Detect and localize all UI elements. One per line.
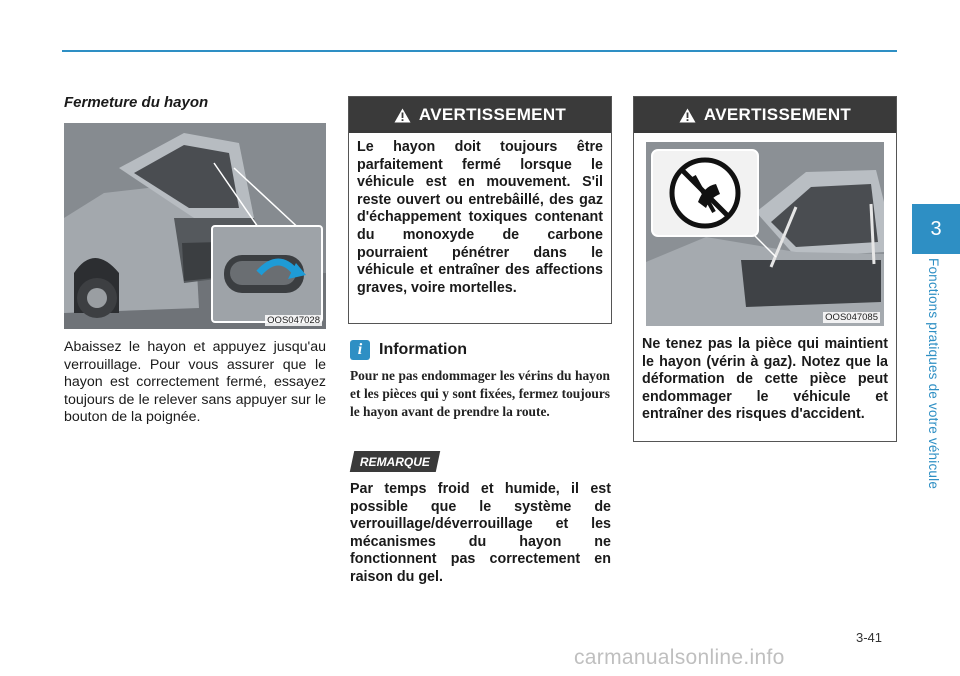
warning-text: Ne tenez pas la pièce qui maintient le hayon (vérin à gaz). Notez que la déformation de cette pièce peut endommager le véhicule et entraîner des risques d'accident. xyxy=(642,336,888,423)
warning-header xyxy=(349,97,611,133)
warning-triangle-icon xyxy=(394,108,411,123)
tailgate-closing-illustration xyxy=(64,123,326,329)
figure-code: OOS047085 xyxy=(825,312,878,323)
warning-box-gas-strut xyxy=(633,96,897,442)
page-number: 3-41 xyxy=(856,630,883,645)
tailgate-car-drawing xyxy=(64,123,326,329)
warning-heading: AVERTISSEMENT xyxy=(418,105,567,124)
chapter-title: Fonctions pratiques de votre véhicule xyxy=(926,258,941,490)
gas-strut-car-drawing xyxy=(646,142,884,326)
gas-strut-illustration xyxy=(646,142,884,326)
info-icon: i xyxy=(350,340,370,360)
information-header xyxy=(350,340,467,360)
warning-triangle-icon xyxy=(679,108,696,123)
remark-text: Par temps froid et humide, il est possible que le système de verrouillage/déverrouillage et les mécanismes du hayon ne fonctionnent pas correctement en raison du gel. xyxy=(350,481,611,585)
warning-box-exhaust xyxy=(348,96,612,324)
header-rule xyxy=(62,50,897,52)
warning-text: Le hayon doit toujours être parfaitement fermé lorsque le véhicule est en mouvement. S'il reste ouvert ou entrebâillé, des gaz d'échappement toxiques contenant du monoxyde de carbone pourraient pénétrer dans le véhicule et entraîner des affections graves, voire mortelles. xyxy=(357,139,603,296)
chapter-number-tab: 3 xyxy=(912,204,960,254)
closing-instructions: Abaissez le hayon et appuyez jusqu'au verrouillage. Pour vous assurer que le hayon est correctement fermé, essayez toujours de le relever sans appuyer sur le bouton de la poignée. xyxy=(64,339,326,426)
information-text: Pour ne pas endommager les vérins du hayon et les pièces qui y sont fixées, fermez toujours le hayon avant de prendre la route. xyxy=(350,368,610,419)
chapter-side-title xyxy=(922,258,944,502)
remark-badge xyxy=(350,451,440,472)
remark-label: REMARQUE xyxy=(360,454,431,469)
warning-header xyxy=(634,97,896,133)
section-title: Fermeture du hayon xyxy=(64,94,209,111)
information-heading: Information xyxy=(379,341,467,358)
watermark: carmanualsonline.info xyxy=(574,646,785,669)
warning-heading: AVERTISSEMENT xyxy=(703,105,852,124)
figure-code: OOS047028 xyxy=(267,315,320,326)
